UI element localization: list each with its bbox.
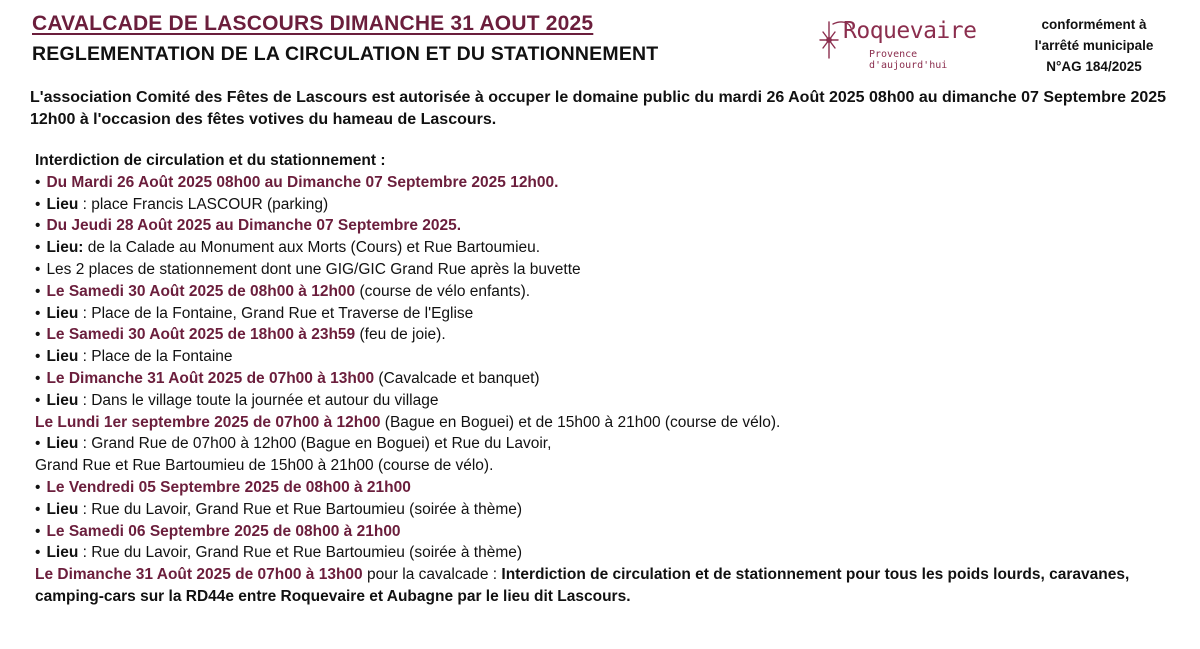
list-item xyxy=(35,477,1175,499)
list-item xyxy=(35,433,1175,455)
location-text: : place Francis LASCOUR (parking) xyxy=(78,195,329,213)
lieu-label: Lieu xyxy=(46,304,79,322)
decree-line-2: l'arrêté municipale xyxy=(1034,38,1154,53)
bullet-icon: • xyxy=(35,522,41,540)
list-item xyxy=(35,172,1175,194)
list-item xyxy=(35,455,1175,477)
location-text: : Rue du Lavoir, Grand Rue et Rue Bartoumieu (soirée à thème) xyxy=(78,500,523,518)
bullet-icon: • xyxy=(35,391,41,409)
list-item xyxy=(35,521,1175,543)
bullet-icon: • xyxy=(35,304,41,322)
page-subtitle: REGLEMENTATION DE LA CIRCULATION ET DU STATIONNEMENT xyxy=(32,43,659,65)
date-range: Le Lundi 1er septembre 2025 de 07h00 à 12h00 xyxy=(35,413,381,431)
bullet-icon: • xyxy=(35,173,41,191)
lieu-label: Lieu xyxy=(46,544,79,562)
list-item xyxy=(35,303,1175,325)
lieu-label: Lieu xyxy=(46,435,79,453)
page-title: CAVALCADE DE LASCOURS DIMANCHE 31 AOUT 2025 xyxy=(32,12,594,35)
date-range: Du Jeudi 28 Août 2025 au Dimanche 07 Septembre 2025. xyxy=(46,217,462,235)
decree-reference xyxy=(1016,14,1172,77)
bullet-icon: • xyxy=(35,260,41,278)
bullet-icon: • xyxy=(35,369,41,387)
list-item xyxy=(35,215,1175,237)
intro-paragraph: L'association Comité des Fêtes de Lascours est autorisée à occuper le domaine public du mardi 26 Août 2025 08h00 au dimanche 07 Septembre 2025 12h00 à l'occasion des fêtes votives du hameau de Lascours. xyxy=(30,89,1167,128)
bullet-icon: • xyxy=(35,217,41,235)
bullet-icon: • xyxy=(35,195,41,213)
location-text: : Place de la Fontaine, Grand Rue et Traverse de l'Eglise xyxy=(78,304,474,322)
location-text: de la Calade au Monument aux Morts (Cours) et Rue Bartoumieu. xyxy=(83,239,541,257)
bullet-icon: • xyxy=(35,500,41,518)
heavy-vehicle-ban: Interdiction de circulation et de stationnement pour tous les poids lourds, caravanes, camping-cars sur la RD44e entre Roquevaire et Aubagne par le lieu dit Lascours. xyxy=(35,566,1130,605)
list-item xyxy=(35,194,1175,216)
lieu-label: Lieu xyxy=(46,348,79,366)
location-text: : Rue du Lavoir, Grand Rue et Rue Bartoumieu (soirée à thème) xyxy=(78,544,523,562)
event-text: (Bague en Boguei) et de 15h00 à 21h00 (course de vélo). xyxy=(380,413,781,431)
list-item xyxy=(35,346,1175,368)
event-text: (course de vélo enfants). xyxy=(355,282,531,300)
rules-list xyxy=(35,150,1175,608)
bullet-icon: • xyxy=(35,326,41,344)
location-text: Grand Rue et Rue Bartoumieu de 15h00 à 21h00 (course de vélo). xyxy=(35,457,494,475)
event-text: pour la cavalcade : xyxy=(362,566,502,584)
lieu-label: Lieu xyxy=(46,195,79,213)
event-text: (Cavalcade et banquet) xyxy=(374,369,540,387)
logo-tagline: Provence d'aujourd'hui xyxy=(869,49,948,71)
rules-heading: Interdiction de circulation et du stationnement : xyxy=(35,152,386,169)
list-item xyxy=(35,324,1175,346)
roquevaire-logo xyxy=(815,14,995,71)
logo-name: Roquevaire xyxy=(843,18,977,44)
date-range: Le Samedi 30 Août 2025 de 18h00 à 23h59 xyxy=(46,326,356,344)
bullet-icon: • xyxy=(35,239,41,257)
list-item xyxy=(35,564,1175,608)
list-item xyxy=(35,368,1175,390)
location-text: : Place de la Fontaine xyxy=(78,348,233,366)
location-text: : Dans le village toute la journée et autour du village xyxy=(78,391,439,409)
bullet-icon: • xyxy=(35,282,41,300)
bullet-icon: • xyxy=(35,435,41,453)
bullet-icon: • xyxy=(35,478,41,496)
bullet-icon: • xyxy=(35,544,41,562)
lieu-label: Lieu xyxy=(46,500,79,518)
date-range: Le Vendredi 05 Septembre 2025 de 08h00 à 21h00 xyxy=(46,478,411,496)
list-item xyxy=(35,542,1175,564)
decree-line-1: conformément à xyxy=(1041,17,1147,32)
list-item xyxy=(35,237,1175,259)
date-range: Le Samedi 06 Septembre 2025 de 08h00 à 21h00 xyxy=(46,522,401,540)
list-item xyxy=(35,499,1175,521)
date-range: Du Mardi 26 Août 2025 08h00 au Dimanche 07 Septembre 2025 12h00. xyxy=(46,173,559,191)
list-item xyxy=(35,390,1175,412)
date-range: Le Samedi 30 Août 2025 de 08h00 à 12h00 xyxy=(46,282,356,300)
bullet-icon: • xyxy=(35,348,41,366)
date-range: Le Dimanche 31 Août 2025 de 07h00 à 13h00 xyxy=(46,369,375,387)
rule-text: Les 2 places de stationnement dont une GIG/GIC Grand Rue après la buvette xyxy=(46,260,581,278)
event-text: (feu de joie). xyxy=(355,326,446,344)
lieu-label: Lieu: xyxy=(46,239,84,257)
list-item xyxy=(35,281,1175,303)
location-text: : Grand Rue de 07h00 à 12h00 (Bague en Boguei) et Rue du Lavoir, xyxy=(78,435,552,453)
list-item xyxy=(35,412,1175,434)
decree-line-3: N°AG 184/2025 xyxy=(1046,59,1142,74)
list-item xyxy=(35,259,1175,281)
date-range: Le Dimanche 31 Août 2025 de 07h00 à 13h00 xyxy=(35,566,363,584)
lieu-label: Lieu xyxy=(46,391,79,409)
